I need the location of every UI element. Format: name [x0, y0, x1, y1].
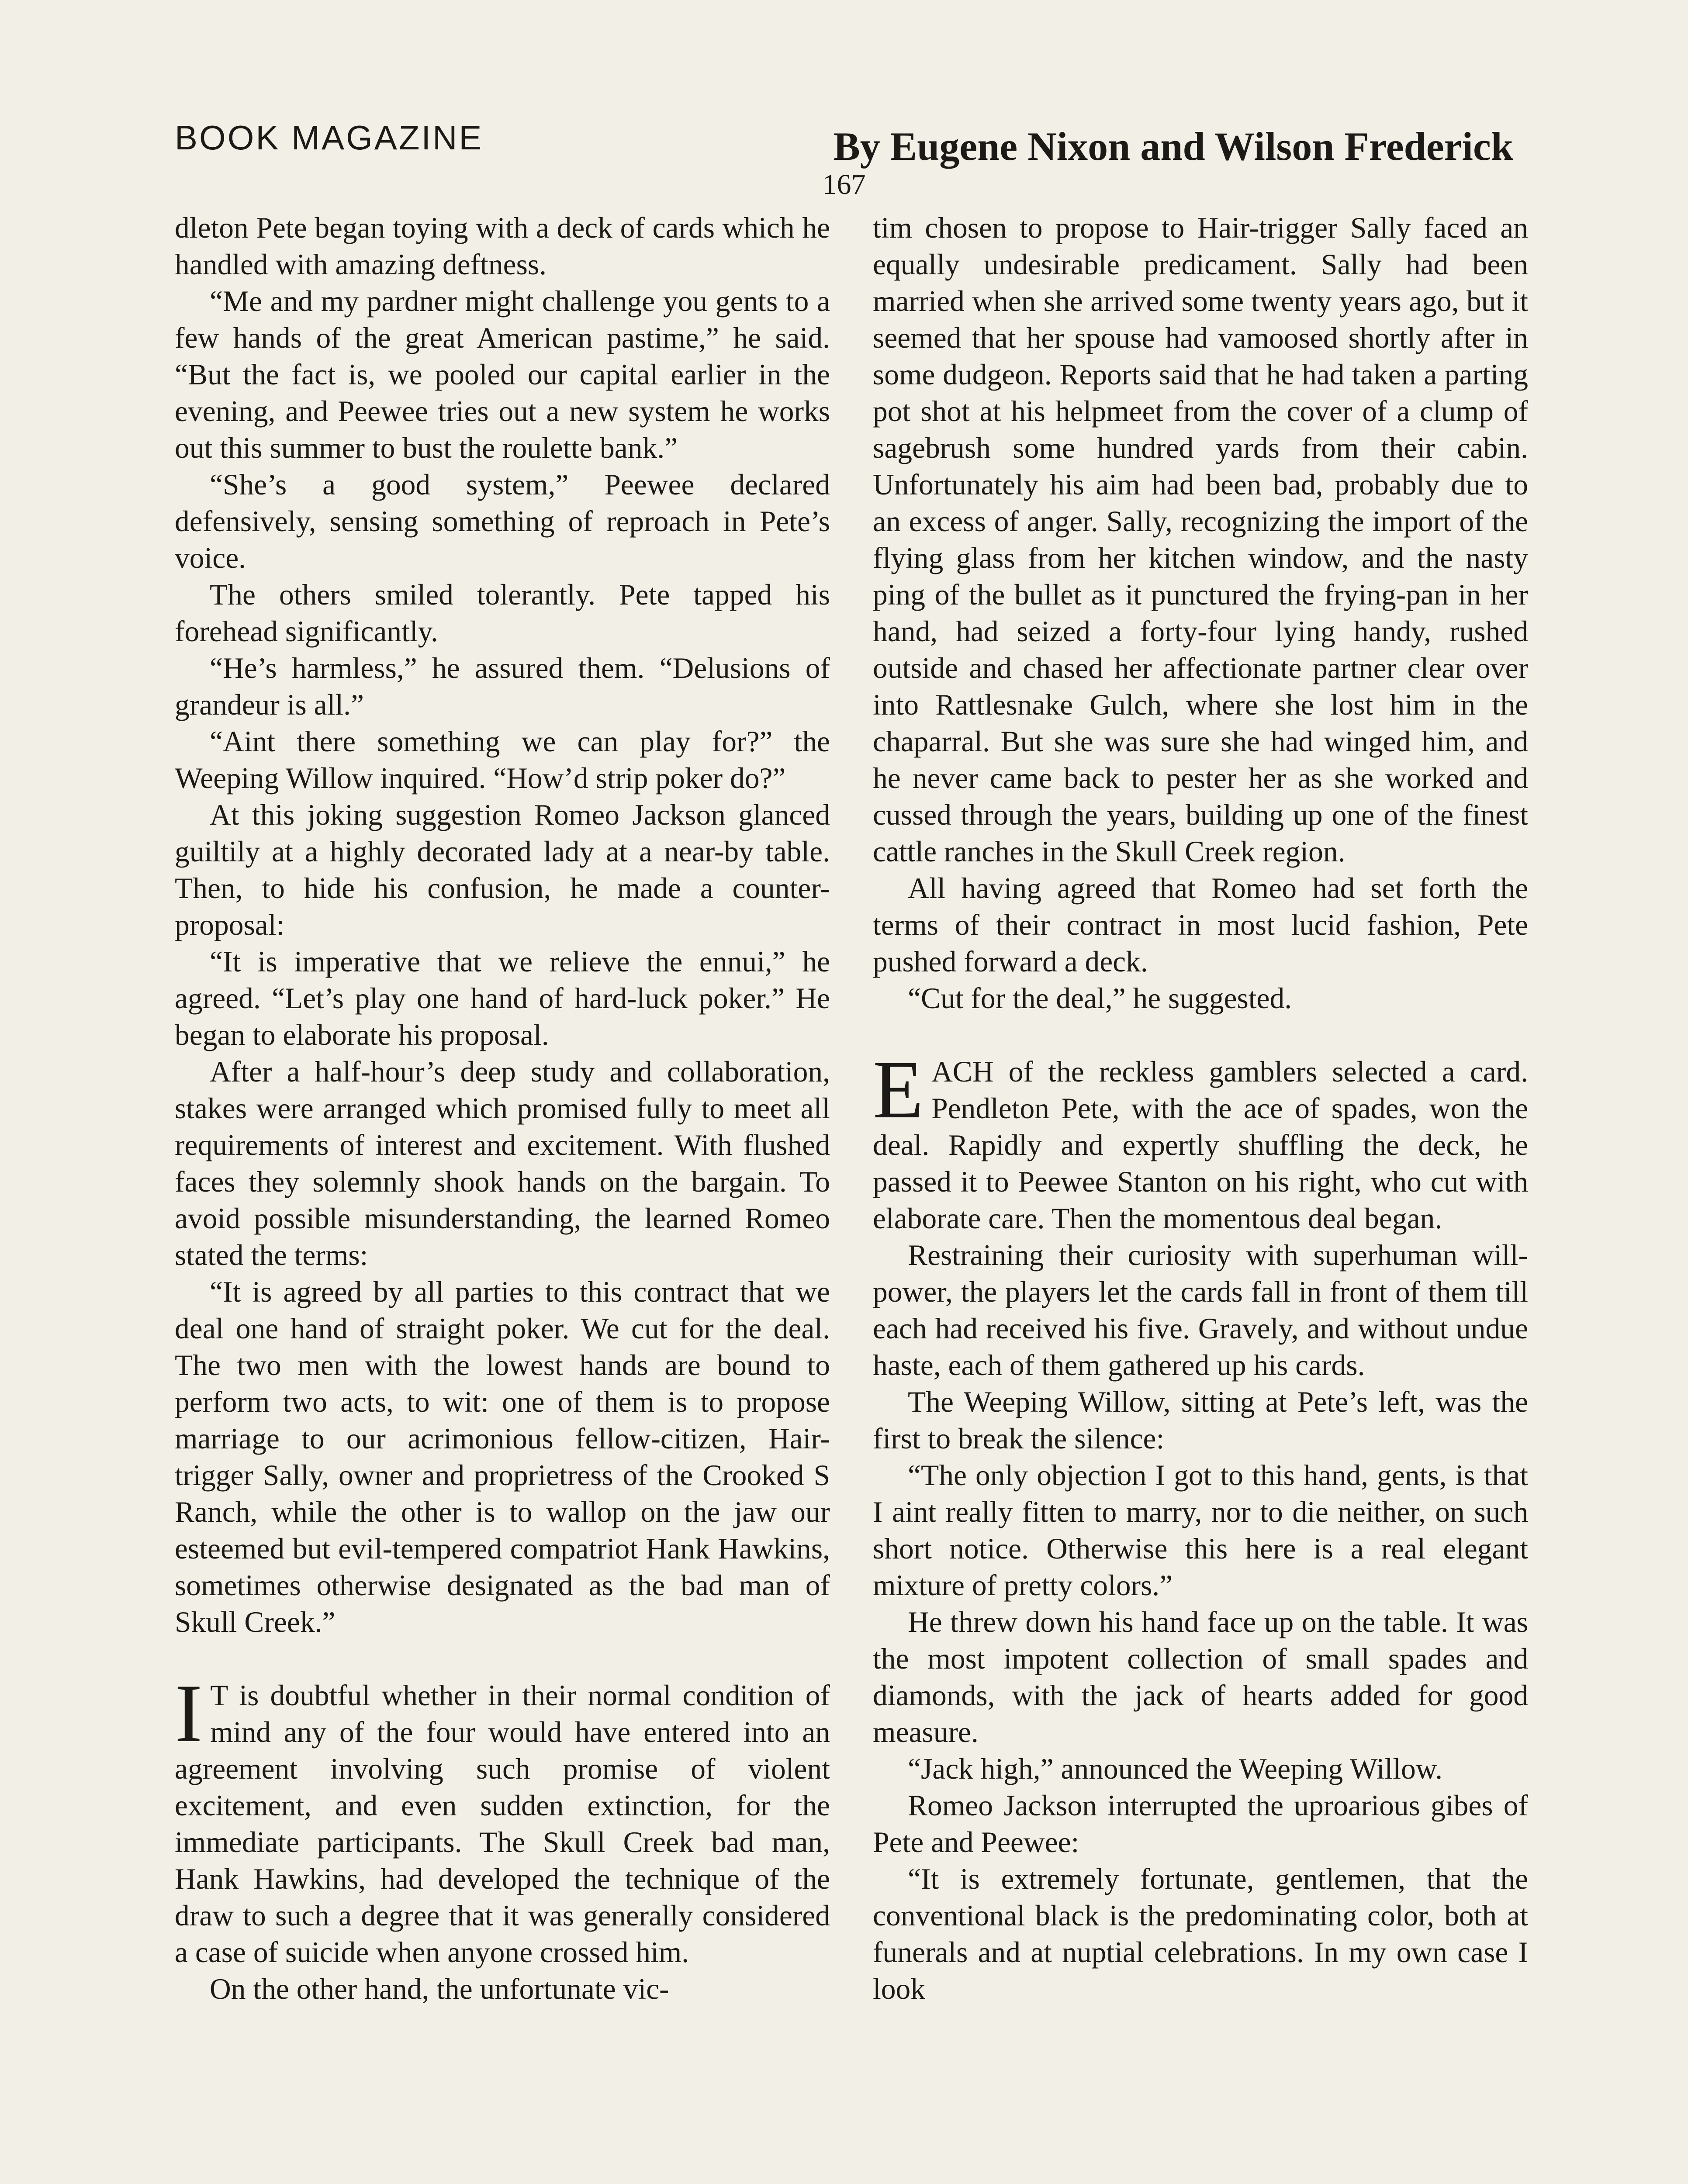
paragraph: “She’s a good system,” Peewee declared defensively, sensing something of reproach in Pete’s voice.	[175, 468, 830, 574]
right-column	[873, 210, 1528, 2008]
paragraph: All having agreed that Romeo had set forth the terms of their contract in most lucid fashion, Pete pushed forward a deck.	[873, 872, 1528, 978]
paragraph: “Jack high,” announced the Weeping Willow.	[908, 1752, 1442, 1785]
paragraph: “He’s harmless,” he assured them. “Delusions of grandeur is all.”	[175, 652, 830, 721]
paragraph: On the other hand, the unfortunate vic-	[210, 1973, 669, 2005]
paragraph: “Aint there something we can play for?” the Weeping Willow inquired. “How’d strip poker do?”	[175, 725, 830, 795]
byline: By Eugene Nixon and Wilson Frederick	[833, 124, 1513, 169]
left-column	[175, 210, 830, 2008]
section-paragraph	[873, 1044, 1528, 1237]
drop-cap: I	[175, 1668, 203, 1759]
section-paragraph	[175, 1668, 830, 1971]
paragraph: tim chosen to propose to Hair-trigger Sally faced an equally undesirable predicament. Sally had been married when she arrived some twenty years ago, but it seemed that her spouse had vamoosed shortly after in some dudgeon. Reports said that he had taken a parting pot shot at his helpmeet from the cover of a clump of sagebrush some hundred yards from their cabin. Unfortunately his aim had been bad, probably due to an excess of anger. Sally, recognizing the import of the flying glass from her kitchen window, and the nasty ping of the bullet as it punctured the frying-pan in her hand, had seized a forty-four lying handy, rushed outside and chased her affectionate partner clear over into Rattlesnake Gulch, where she lost him in the chaparral. But she was sure she had winged him, and he never came back to pester her as she worked and cussed through the years, building up one of the finest cattle ranches in the Skull Creek region.	[873, 211, 1528, 868]
paragraph: “Me and my pardner might challenge you gents to a few hands of the great American pastime,” he said. “But the fact is, we pooled our capital earlier in the evening, and Peewee tries out a new system he works out this summer to bust the roulette bank.”	[175, 285, 830, 464]
paragraph: Restraining their curiosity with superhuman will-power, the players let the cards fall in front of them till each had received his five. Gravely, and without undue haste, each of them gathered up his cards.	[873, 1239, 1528, 1382]
paragraph: dleton Pete began toying with a deck of cards which he handled with amazing deftness.	[175, 211, 830, 281]
drop-cap: E	[873, 1044, 924, 1136]
paragraph: He threw down his hand face up on the table. It was the most impotent collection of small spades and diamonds, with the jack of hearts added for good measure.	[873, 1606, 1528, 1749]
publication-title: BOOK MAGAZINE	[175, 118, 484, 157]
page-number: 167	[822, 169, 866, 200]
paragraph: The others smiled tolerantly. Pete tapped his forehead significantly.	[175, 578, 830, 648]
paragraph: Romeo Jackson interrupted the uproarious gibes of Pete and Peewee:	[873, 1789, 1528, 1859]
paragraph: “It is agreed by all parties to this contract that we deal one hand of straight poker. We cut for the deal. The two men with the lowest hands are bound to perform two acts, to wit: one of them is to propose marriage to our acrimonious fellow-citizen, Hair-trigger Sally, owner and proprietress of the Crooked S Ranch, while the other is to wallop on the jaw our esteemed but evil-tempered compatriot Hank Hawkins, sometimes otherwise designated as the bad man of Skull Creek.”	[175, 1275, 830, 1638]
paragraph: After a half-hour’s deep study and collaboration, stakes were arranged which promised fully to meet all requirements of interest and excitement. With flushed faces they solemnly shook hands on the bargain. To avoid possible misunderstanding, the learned Romeo stated the terms:	[175, 1055, 830, 1272]
paragraph-text: T is doubtful whether in their normal condition of mind any of the four would have entered into an agreement involving such promise of violent excitement, and even sudden extinction, for the immediate participants. The Skull Creek bad man, Hank Hawkins, had developed the technique of the draw to such a degree that it was generally considered a case of suicide when anyone crossed him.	[175, 1679, 830, 1969]
paragraph: “The only objection I got to this hand, gents, is that I aint really fitten to marry, nor to die neither, on such short notice. Otherwise this here is a real elegant mixture of pretty colors.”	[873, 1459, 1528, 1602]
paragraph: At this joking suggestion Romeo Jackson glanced guiltily at a highly decorated lady at a near-by table. Then, to hide his confusion, he made a counter-proposal:	[175, 798, 830, 941]
paragraph: “It is extremely fortunate, gentlemen, that the conventional black is the predominating color, both at funerals and at nuptial celebrations. In my own case I look	[873, 1863, 1528, 2005]
paragraph: “Cut for the deal,” he suggested.	[908, 982, 1292, 1015]
paragraph-text: ACH of the reckless gamblers selected a card. Pendleton Pete, with the ace of spades, won the deal. Rapidly and expertly shuffling the deck, he passed it to Peewee Stanton on his right, who cut with elaborate care. Then the momentous deal began.	[873, 1055, 1528, 1235]
paragraph: The Weeping Willow, sitting at Pete’s left, was the first to break the silence:	[873, 1386, 1528, 1455]
paragraph: “It is imperative that we relieve the ennui,” he agreed. “Let’s play one hand of hard-luck poker.” He began to elaborate his proposal.	[175, 945, 830, 1051]
